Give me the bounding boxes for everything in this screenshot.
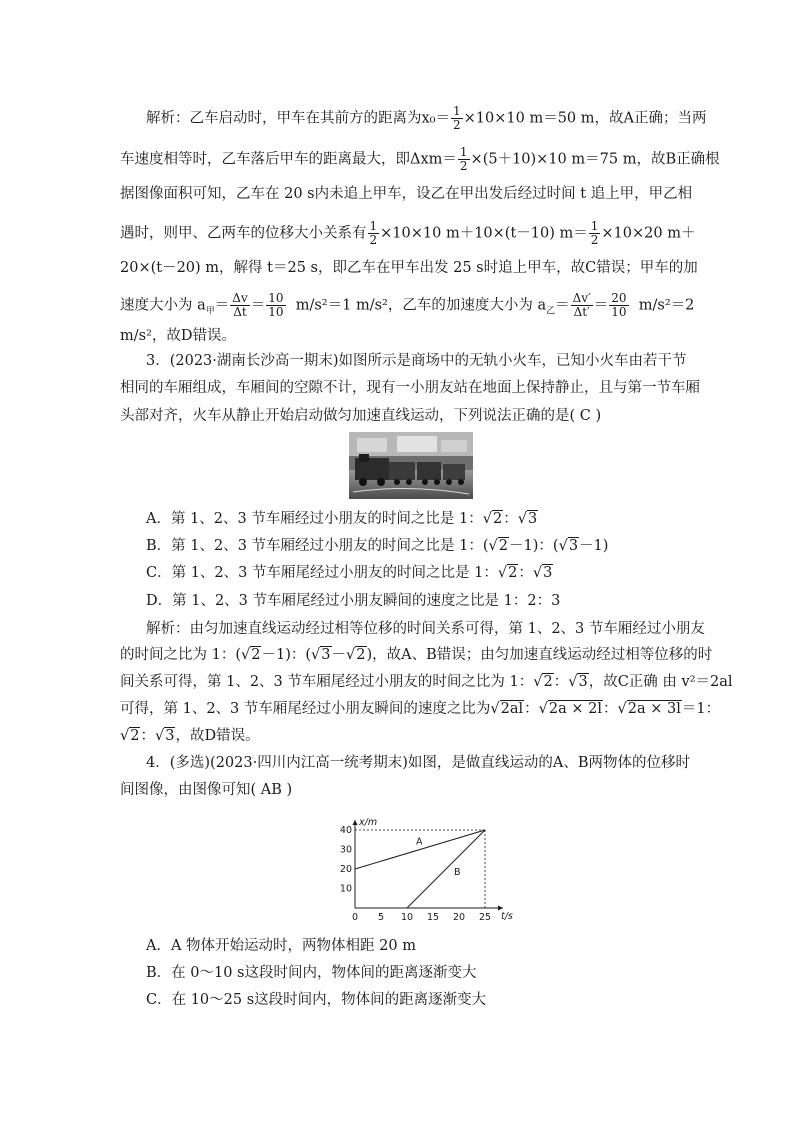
- analysis-line: 车速度相等时，乙车落后甲车的距离最大，即Δxm＝ $\frac{1}{2}$ ×(5＋10)×10 m＝75 m，故B正确根: [120, 145, 720, 173]
- option-d[interactable]: D．第 1、2、3 节车厢尾经过小朋友瞬间的速度之比是 1：2：3: [146, 593, 561, 609]
- y-tick-label: 10: [339, 883, 352, 895]
- option-a[interactable]: A．A 物体开始运动时，两物体相距 20 m: [146, 938, 416, 954]
- analysis-line: 解析：乙车启动时，甲车在其前方的距离为x₀＝ $\frac{1}{2}$ ×10×10 m＝50 m，故A正确；当两: [146, 104, 707, 132]
- question-stem: 头部对齐，火车从静止开始启动做匀加速直线运动，下列说法正确的是( C ): [120, 408, 602, 424]
- x-tick-label: 0: [351, 912, 359, 923]
- series-label-B: B: [454, 867, 461, 878]
- x-tick-label: 5: [377, 912, 385, 923]
- fraction-half: $\frac{1}{2}$: [459, 145, 468, 173]
- series-label-A: A: [416, 836, 423, 848]
- y-axis-label: x/m: [359, 817, 378, 828]
- fraction-10-10: $\frac{10}{10}$: [268, 291, 284, 319]
- question-stem: 3．(2023·湖南长沙高一期末)如图所示是商场中的无轨小火车，已知小火车由若干节: [146, 353, 687, 369]
- mall-train-photo: [349, 432, 473, 499]
- x-axis-arrow: [498, 906, 503, 911]
- question-stem: 间图像，由图像可知( AB ): [120, 782, 293, 798]
- y-axis-arrow: [353, 820, 358, 825]
- graph-series: [355, 830, 485, 908]
- option-b[interactable]: B．在 0～10 s这段时间内，物体间的距离逐渐变大: [146, 965, 477, 981]
- fraction-half: $\frac{1}{2}$: [369, 219, 378, 247]
- y-tick-label: 40: [339, 825, 352, 836]
- option-c[interactable]: C．在 10～25 s这段时间内，物体间的距离逐渐变大: [146, 992, 487, 1008]
- question-stem: 相同的车厢组成，车厢间的空隙不计，现有一小朋友站在地面上保持静止，且与第一节车厢: [120, 380, 700, 396]
- analysis-line: m/s²，故D错误。: [120, 328, 237, 344]
- option-c[interactable]: C．第 1、2、3 节车厢尾经过小朋友的时间之比是 1：√2：√3: [146, 565, 553, 581]
- xt-graph: [330, 808, 513, 926]
- y-tick-label: 20: [339, 864, 352, 875]
- option-b[interactable]: B．第 1、2、3 节车厢经过小朋友的时间之比是 1：(√2－1)：(√3－1): [146, 538, 609, 554]
- x-tick-label: 20: [452, 912, 466, 923]
- question-stem: 4．(多选)(2023·四川内江高一统考期末)如图，是做直线运动的A、B两物体的位移时: [146, 755, 690, 771]
- y-tick-label: 30: [339, 844, 352, 856]
- fraction-20-10: $\frac{20}{10}$: [611, 291, 627, 319]
- x-tick-label: 10: [400, 912, 414, 923]
- x-tick-label: 25: [478, 912, 492, 923]
- x-axis-label: t/s: [501, 911, 513, 922]
- solution-line: 间关系可得，第 1、2、3 节车厢尾经过小朋友的时间之比为 1：√2：√3，故C正确 由 v²＝2al: [120, 674, 733, 690]
- fraction-half: $\frac{1}{2}$: [590, 219, 599, 247]
- solution-line: 解析：由匀加速直线运动经过相等位移的时间关系可得，第 1、2、3 节车厢经过小朋友: [146, 621, 705, 637]
- option-a[interactable]: A．第 1、2、3 节车厢经过小朋友的时间之比是 1：√2：√3: [146, 511, 538, 527]
- analysis-line: 速度大小为 $a_甲=$ $\frac{\Delta v}{\Delta t}$ ＝ $\frac{10}{10}$ m/s²＝1 m/s²，乙车的加速度大小为 $a_乙=$ $\frac{\Delta v'}{\Delta t'}$ ＝ $\frac{20}{10}$ m/s²＝2: [120, 291, 695, 319]
- solution-line: √2：√3，故D错误。: [120, 728, 260, 744]
- fraction-half: $\frac{1}{2}$: [453, 104, 461, 132]
- analysis-line: 遇时，则甲、乙两车的位移大小关系有 $\frac{1}{2}$ ×10×10 m＋10×(t－10) m＝ $\frac{1}{2}$ ×10×20 m＋: [120, 219, 696, 247]
- analysis-line: 20×(t－20) m，解得 t＝25 s，即乙车在甲车出发 25 s时追上甲车，故C错误；甲车的加: [120, 260, 698, 276]
- fraction-dv2-dt2: $\frac{\Delta v'}{\Delta t'}$: [572, 291, 591, 319]
- solution-line: 的时间之比为 1：(√2－1)：(√3－√2)，故A、B错误；由匀加速直线运动经过相等位移的时: [120, 647, 713, 663]
- graph-axes: [353, 817, 513, 922]
- fraction-dv-dt: $\frac{\Delta v}{\Delta t}$: [232, 291, 248, 319]
- x-tick-label: 15: [426, 912, 440, 923]
- analysis-line: 据图像面积可知，乙车在 20 s内未追上甲车，设乙在甲出发后经过时间 t 追上甲，甲乙相: [120, 186, 693, 202]
- solution-line: 可得，第 1、2、3 节车厢尾经过小朋友瞬间的速度之比为√2al：√2a × 2l：√2a × 3l＝1：: [120, 701, 721, 717]
